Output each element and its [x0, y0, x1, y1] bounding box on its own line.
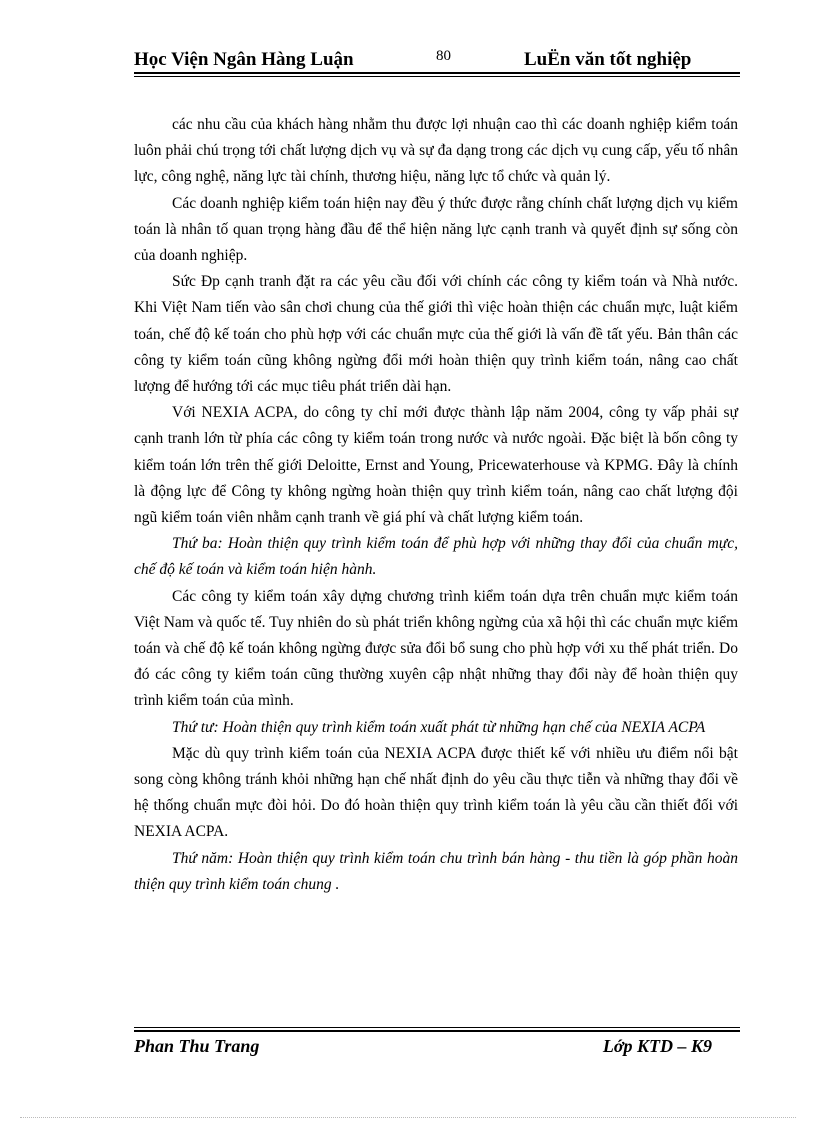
- body-text: [134, 112, 738, 898]
- page-footer: [134, 1036, 740, 1062]
- paragraph: Các doanh nghiệp kiểm toán hiện nay đều ý thức được rằng chính chất lượng dịch vụ kiểm toán là nhân tố quan trọng hàng đầu để thể hiện năng lực cạnh tranh và quyết định sự sống còn của doanh nghiệp.: [134, 194, 738, 265]
- paragraph: Các công ty kiểm toán xây dựng chương trình kiểm toán dựa trên chuẩn mực kiểm toán Việt Nam và quốc tế. Tuy nhiên do sù phát triển không ngừng của xã hội thì các chuẩn mực kiểm toán và chế độ kế toán không ngừng được sửa đổi bổ sung cho phù hợp với xu thế phát triển. Do đó các công ty kiểm toán cũng thường xuyên cập nhật những thay đổi này để hoàn thiện quy trình kiểm toán của mình.: [134, 587, 738, 710]
- section-heading-fourth: Thứ tư: Hoàn thiện quy trình kiểm toán xuất phát từ những hạn chế của NEXIA ACPA: [172, 718, 706, 736]
- page-header: [134, 46, 740, 74]
- footer-author: Phan Thu Trang: [134, 1036, 260, 1056]
- section-heading-fifth: Thứ năm: Hoàn thiện quy trình kiểm toán chu trình bán hàng - thu tiền là góp phần hoàn thiện quy trình kiểm toán chung .: [134, 849, 738, 893]
- footer-rule-thin: [134, 1027, 740, 1028]
- footer-rule-thick: [134, 1030, 740, 1032]
- paragraph: Sức Ðp cạnh tranh đặt ra các yêu cầu đối với chính các công ty kiểm toán và Nhà nước. Khi Việt Nam tiến vào sân chơi chung của thế giới thì việc hoàn thiện các chuẩn mực, luật kiểm toán, chế độ kế toán cho phù hợp với các chuẩn mực của thế giới là vấn đề tất yếu. Bản thân các công ty kiểm toán cũng không ngừng đổi mới hoàn thiện quy trình kiểm toán, nâng cao chất lượng để hướng tới các mục tiêu phát triển dài hạn.: [134, 273, 738, 396]
- header-document-type: LuËn văn tốt nghiệp: [524, 49, 692, 70]
- page-edge-divider: [20, 1117, 796, 1118]
- paragraph: Với NEXIA ACPA, do công ty chỉ mới được thành lập năm 2004, công ty vấp phải sự cạnh tranh lớn từ phía các công ty kiểm toán trong nước và nước ngoài. Đặc biệt là bốn công ty kiểm toán lớn trên thế giới Deloitte, Ernst and Young, Pricewaterhouse và KPMG. Đây là chính là động lực để Công ty không ngừng hoàn thiện quy trình kiểm toán, nâng cao chất lượng đội ngũ kiểm toán viên nhằm cạnh tranh về giá phí và chất lượng kiểm toán.: [134, 404, 738, 527]
- header-rule-thick: [134, 72, 740, 74]
- page-number: 80: [436, 48, 451, 64]
- paragraph: các nhu cầu của khách hàng nhằm thu được lợi nhuận cao thì các doanh nghiệp kiểm toán luôn phải chú trọng tới chất lượng dịch vụ và sự đa dạng trong các dịch vụ cung cấp, yếu tố nhân lực, công nghệ, năng lực tài chính, thương hiệu, năng lực tổ chức và quản lý.: [134, 116, 738, 186]
- header-rule-thin: [134, 76, 740, 77]
- paragraph: Mặc dù quy trình kiểm toán của NEXIA ACPA được thiết kế với nhiều ưu điểm nổi bật song còng không tránh khỏi những hạn chế nhất định do yêu cầu thực tiễn và những thay đổi về hệ thống chuẩn mực đòi hỏi. Do đó hoàn thiện quy trình kiểm toán là yêu cầu cần thiết đối với NEXIA ACPA.: [134, 744, 738, 841]
- footer-class: Lớp KTD – K9: [602, 1036, 712, 1056]
- header-institution: Học Viện Ngân Hàng Luận: [134, 49, 354, 70]
- section-heading-third: Thứ ba: Hoàn thiện quy trình kiểm toán để phù hợp với những thay đổi của chuẩn mực, chế độ kế toán và kiểm toán hiện hành.: [134, 535, 738, 579]
